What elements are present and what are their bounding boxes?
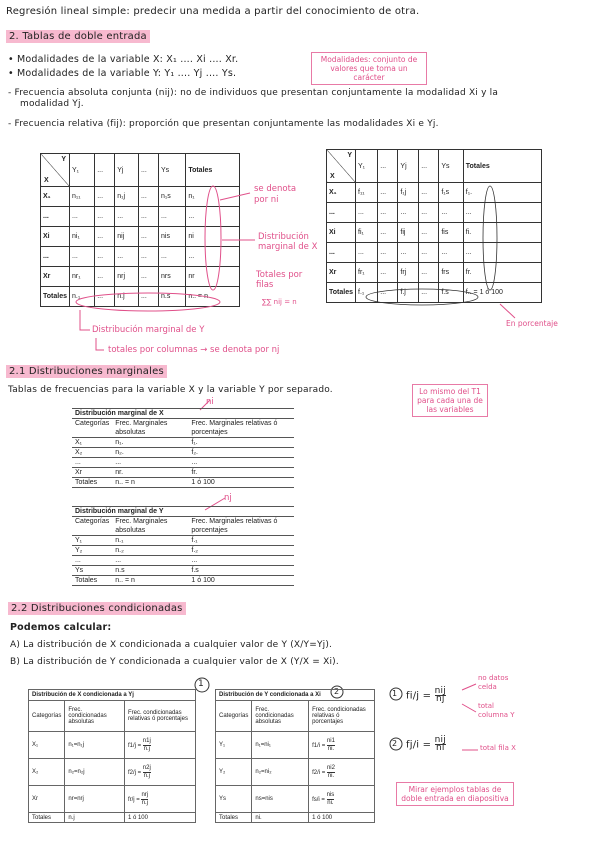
category-cell: Y₁ xyxy=(216,732,252,759)
table-row xyxy=(216,732,375,759)
value-cell: fr. xyxy=(188,468,294,478)
category-cell: X₂ xyxy=(29,759,65,786)
section-2-2-title: 2.2 Distribuciones condicionadas xyxy=(8,603,186,614)
bullet-frec-absoluta: - Frecuencia absoluta conjunta (nij): no de individuos que presentan conjuntamente la modalidad Xi y la xyxy=(8,88,499,98)
value-cell: ... xyxy=(378,283,398,303)
fraction-num: ni1 xyxy=(326,737,335,744)
value-cell: n₁j xyxy=(115,187,139,207)
row-label-cell: ... xyxy=(327,243,356,263)
row-label-cell: Xi xyxy=(327,223,356,243)
corner-x-label: X xyxy=(330,173,335,180)
value-cell: ... xyxy=(159,207,186,227)
header-cell: Categorías xyxy=(29,701,65,732)
value-cell: ... xyxy=(95,267,115,287)
ellipse-totales-columnas xyxy=(76,293,220,311)
corner-y-label: Y xyxy=(61,156,66,163)
totals-cell: Totales xyxy=(216,813,252,823)
fraction-den: ni. xyxy=(327,772,335,779)
fraction-num: nis xyxy=(326,791,335,798)
header-cell: Totales xyxy=(463,150,541,183)
value-cell: ... xyxy=(72,458,112,468)
section-2-1-title: 2.1 Distribuciones marginales xyxy=(6,366,167,377)
header-cell: Y₁ xyxy=(356,150,378,183)
value-cell: 1 ó 100 xyxy=(188,478,294,488)
abs-freq-cell: n₁=ni₁ xyxy=(252,732,309,759)
row-label-cell: Totales xyxy=(327,283,356,303)
annotation-denota-ni: se denota por ni xyxy=(254,184,297,205)
table-title: Distribución marginal de X xyxy=(72,409,294,419)
value-cell: f.₂ xyxy=(188,546,294,556)
table-title: Distribución marginal de Y xyxy=(72,507,294,517)
value-cell: f.s xyxy=(188,566,294,576)
table-title: Distribución de X condicionada a Yj xyxy=(29,690,196,701)
rel-freq-label: f1/j = xyxy=(127,742,143,749)
value-cell: ... xyxy=(419,203,439,223)
value-cell: n.₁ xyxy=(112,536,188,546)
rel-freq-label: fr/j = xyxy=(127,796,142,803)
value-cell: ... xyxy=(378,183,398,203)
value-cell: f₂. xyxy=(188,448,294,458)
value-cell: ... xyxy=(356,203,378,223)
value-cell: f₁. xyxy=(463,183,541,203)
note-modalidades: Modalidades: conjunto de valores que toma un carácter xyxy=(311,52,427,85)
rel-freq-cell xyxy=(309,786,375,813)
value-cell: ... xyxy=(138,187,158,207)
annotation-ni: ni xyxy=(206,397,214,407)
header-cell: Frec. condicionadas relativas ó porcentajes xyxy=(124,701,195,732)
table-row xyxy=(72,536,294,546)
intro-line: Regresión lineal simple: predecir una medida a partir del conocimiento de otra. xyxy=(6,6,420,17)
fraction-num: n2j xyxy=(142,764,151,771)
row-label-cell: X₁ xyxy=(41,187,70,207)
row-label-cell: ... xyxy=(327,203,356,223)
bullet-frec-relativa: - Frecuencia relativa (fij): proporción que presentan conjuntamente las modalidades Xi e Yj. xyxy=(8,119,439,129)
value-cell: ... xyxy=(72,556,112,566)
annotation-total-columna: total columna Y xyxy=(478,702,515,719)
value-cell: fi₁ xyxy=(356,223,378,243)
table-row xyxy=(72,438,294,448)
value-cell: f₁. xyxy=(188,438,294,448)
rel-freq-label: f2/j = xyxy=(127,769,143,776)
row-label-cell: Xr xyxy=(41,267,70,287)
value-cell: n.. = n xyxy=(112,478,188,488)
abs-freq-cell: n₂=n₂j xyxy=(65,759,125,786)
header-cell: Frec. condicionadas relativas ó porcentajes xyxy=(309,701,375,732)
table-row xyxy=(72,546,294,556)
value-cell: 1 ó 100 xyxy=(188,576,294,586)
value-cell: Y₁ xyxy=(72,536,112,546)
category-cell: Ys xyxy=(216,786,252,813)
table-title-row xyxy=(29,690,196,701)
value-cell: ... xyxy=(356,243,378,263)
table-title-row xyxy=(72,507,294,517)
value-cell: ... xyxy=(95,287,115,307)
header-cell: ... xyxy=(95,154,115,187)
value-cell: ... xyxy=(419,223,439,243)
podemos-calcular: Podemos calcular: xyxy=(10,622,112,633)
value-cell: nr₁ xyxy=(70,267,95,287)
header-cell: Frec. Marginales absolutas xyxy=(112,517,188,536)
table-row xyxy=(29,786,196,813)
item-a: A) La distribución de X condicionada a cualquier valor de Y (X/Y=Yj). xyxy=(10,640,333,650)
rel-freq-fraction xyxy=(141,792,148,807)
row-label-cell: ... xyxy=(41,247,70,267)
value-cell: n.. = n xyxy=(112,576,188,586)
value-cell: nr xyxy=(186,267,240,287)
value-cell: n.₂ xyxy=(112,546,188,556)
header-cell: Frec. condicionadas absolutas xyxy=(65,701,125,732)
value-cell: ... xyxy=(419,283,439,303)
row-label-cell: ... xyxy=(41,207,70,227)
table-header-row xyxy=(216,701,375,732)
rel-freq-fraction xyxy=(327,765,335,780)
table-row xyxy=(72,556,294,566)
table-title-row xyxy=(216,690,375,701)
rel-freq-cell xyxy=(124,786,195,813)
value-cell: ... xyxy=(138,247,158,267)
ellipse-t2-columnas xyxy=(366,289,478,305)
value-cell: X₂ xyxy=(72,448,112,458)
value-cell: ... xyxy=(398,243,419,263)
value-cell: ... xyxy=(138,227,158,247)
value-cell: n.₁ xyxy=(70,287,95,307)
header-cell: Ys xyxy=(159,154,186,187)
header-cell: Frec. condicionadas absolutas xyxy=(252,701,309,732)
formula-fji: fj/i = $\frac{\text{nij}}{ni}$ xyxy=(406,735,446,753)
value-cell: ... xyxy=(95,227,115,247)
totals-cell: 1 ó 100 xyxy=(309,813,375,823)
row-label-cell: X₁ xyxy=(327,183,356,203)
value-cell: ... xyxy=(70,247,95,267)
value-cell: f.₁ xyxy=(356,283,378,303)
table-row xyxy=(72,468,294,478)
row-label-cell: Xr xyxy=(327,263,356,283)
value-cell: ... xyxy=(378,243,398,263)
table-header-row xyxy=(29,701,196,732)
value-cell: Y₂ xyxy=(72,546,112,556)
value-cell: n.. = n xyxy=(186,287,240,307)
corner-x-label: X xyxy=(44,177,49,184)
category-cell: Xr xyxy=(29,786,65,813)
value-cell: f.s xyxy=(439,283,463,303)
rel-freq-cell xyxy=(309,732,375,759)
section-2-1-desc: Tablas de frecuencias para la variable X y la variable Y por separado. xyxy=(8,385,333,395)
value-cell: n.j xyxy=(115,287,139,307)
value-cell: fi. xyxy=(463,223,541,243)
value-cell: f.j xyxy=(398,283,419,303)
table-marginal-x xyxy=(72,408,294,488)
table-condicionada-y xyxy=(215,689,375,823)
value-cell: ... xyxy=(115,247,139,267)
header-cell: ... xyxy=(138,154,158,187)
value-cell: n₁. xyxy=(112,438,188,448)
header-cell: Yj xyxy=(398,150,419,183)
annotation-dist-marginal-y: Distribución marginal de Y xyxy=(92,325,205,335)
value-cell: Totales xyxy=(72,576,112,586)
totals-cell: ni. xyxy=(252,813,309,823)
formula-1-marker: 1 xyxy=(392,689,398,698)
annotation-total-fila: total fila X xyxy=(480,744,516,752)
annotation-totales-filas: Totales por filas xyxy=(256,270,303,290)
rel-freq-fraction xyxy=(143,738,151,753)
value-cell: ... xyxy=(186,247,240,267)
annotation-porcentaje: En porcentaje xyxy=(506,319,558,328)
table-header-row xyxy=(72,419,294,438)
value-cell: ... xyxy=(138,207,158,227)
value-cell: fr₁ xyxy=(356,263,378,283)
header-cell: Categorías xyxy=(72,517,112,536)
table-row xyxy=(216,759,375,786)
formula-fij: fi/j = $\frac{\text{nij}}{nj}$ xyxy=(406,686,446,704)
abs-freq-cell: ns=nis xyxy=(252,786,309,813)
header-cell: Categorías xyxy=(72,419,112,438)
header-cell: Yj xyxy=(115,154,139,187)
value-cell: ... xyxy=(188,458,294,468)
value-cell: nr. xyxy=(112,468,188,478)
row-label-cell: Totales xyxy=(41,287,70,307)
item-b: B) La distribución de Y condicionada a cualquier valor de X (Y/X = Xi). xyxy=(10,657,339,667)
value-cell: f.. = 1 ó 100 xyxy=(463,283,541,303)
ellipse-t2-filas xyxy=(483,186,497,290)
fraction-num: n1j xyxy=(142,737,151,744)
note-lo-mismo: Lo mismo del T1 para cada una de las variables xyxy=(412,384,488,417)
value-cell: n.s xyxy=(112,566,188,576)
value-cell: nrs xyxy=(159,267,186,287)
table-row xyxy=(72,478,294,488)
value-cell: ... xyxy=(398,203,419,223)
value-cell: fr. xyxy=(463,263,541,283)
totals-row xyxy=(29,813,196,823)
table-title-row xyxy=(72,409,294,419)
value-cell: n₂. xyxy=(112,448,188,458)
corner-y-label: Y xyxy=(347,152,352,159)
bullet-frec-absoluta-cont: modalidad Yj. xyxy=(20,99,84,109)
table-marginal-y xyxy=(72,506,294,586)
table-title: Distribución de Y condicionada a Xi xyxy=(216,690,375,701)
rel-freq-label: f2/i = xyxy=(312,769,327,776)
header-cell: ... xyxy=(378,150,398,183)
value-cell: ... xyxy=(463,203,541,223)
annotation-dist-marginal-x: Distribución marginal de X xyxy=(258,232,318,252)
value-cell: X₁ xyxy=(72,438,112,448)
totals-cell: n.j xyxy=(65,813,125,823)
row-label-cell: Xi xyxy=(41,227,70,247)
value-cell: f₁s xyxy=(439,183,463,203)
category-cell: Y₂ xyxy=(216,759,252,786)
value-cell: ... xyxy=(138,287,158,307)
value-cell: ... xyxy=(419,263,439,283)
header-cell: Categorías xyxy=(216,701,252,732)
table-row xyxy=(72,448,294,458)
value-cell: ni₁ xyxy=(70,227,95,247)
table-row xyxy=(29,732,196,759)
abs-freq-cell: nr=nrj xyxy=(65,786,125,813)
header-cell: ... xyxy=(419,150,439,183)
table-row xyxy=(29,759,196,786)
annotation-sum: ∑∑ nij = n xyxy=(262,298,297,306)
annotation-nj: nj xyxy=(224,493,232,503)
fraction-den: ni. xyxy=(327,745,335,752)
value-cell: ... xyxy=(439,243,463,263)
value-cell: ... xyxy=(138,267,158,287)
rel-freq-cell xyxy=(309,759,375,786)
value-cell: ... xyxy=(378,263,398,283)
rel-freq-cell xyxy=(124,759,195,786)
fraction-den: n.j xyxy=(141,799,148,806)
rel-freq-label: f1/i = xyxy=(312,742,327,749)
value-cell: n₁s xyxy=(159,187,186,207)
value-cell: ... xyxy=(419,243,439,263)
value-cell: ... xyxy=(378,203,398,223)
value-cell: Xr xyxy=(72,468,112,478)
marker-2: 2 xyxy=(334,687,340,696)
value-cell: ... xyxy=(95,207,115,227)
fraction-den: ni. xyxy=(327,799,334,806)
value-cell: ... xyxy=(378,223,398,243)
value-cell: ... xyxy=(186,207,240,227)
value-cell: ... xyxy=(95,187,115,207)
value-cell: f.₁ xyxy=(188,536,294,546)
ellipse-totales-filas xyxy=(205,186,221,290)
note-mirar-ejemplos: Mirar ejemplos tablas de doble entrada en diapositiva xyxy=(396,782,514,806)
value-cell: ... xyxy=(115,207,139,227)
value-cell: ... xyxy=(159,247,186,267)
value-cell: ... xyxy=(463,243,541,263)
value-cell: Totales xyxy=(72,478,112,488)
value-cell: frs xyxy=(439,263,463,283)
rel-freq-fraction xyxy=(143,765,151,780)
fraction-num: ni2 xyxy=(326,764,335,771)
fraction-num: nrj xyxy=(141,791,149,798)
bullet-modalidades-y: • Modalidades de la variable Y: Y₁ .... Yj .... Ys. xyxy=(8,68,237,79)
table-row xyxy=(216,786,375,813)
formula-2-marker: 2 xyxy=(392,739,398,748)
value-cell: ... xyxy=(95,247,115,267)
value-cell: f₁j xyxy=(398,183,419,203)
value-cell: Ys xyxy=(72,566,112,576)
bullet-modalidades-x: • Modalidades de la variable X: X₁ .... Xi .... Xr. xyxy=(8,54,239,65)
table-row xyxy=(72,576,294,586)
table-condicionada-x xyxy=(28,689,196,823)
table-row xyxy=(72,458,294,468)
rel-freq-cell xyxy=(124,732,195,759)
abs-freq-cell: n₁=n₁j xyxy=(65,732,125,759)
rel-freq-fraction xyxy=(327,792,335,807)
value-cell: ... xyxy=(439,203,463,223)
value-cell: f₁₁ xyxy=(356,183,378,203)
annotation-no-datos: no datos celda xyxy=(478,674,509,691)
rel-freq-fraction xyxy=(327,738,335,753)
category-cell: X₁ xyxy=(29,732,65,759)
value-cell: n.s xyxy=(159,287,186,307)
value-cell: ... xyxy=(112,556,188,566)
totals-cell: 1 ó 100 xyxy=(124,813,195,823)
fraction-den: n.j xyxy=(143,745,150,752)
header-cell: Y₁ xyxy=(70,154,95,187)
value-cell: ... xyxy=(188,556,294,566)
value-cell: n₁₁ xyxy=(70,187,95,207)
value-cell: ... xyxy=(70,207,95,227)
totals-cell: Totales xyxy=(29,813,65,823)
fraction-den: n.j xyxy=(143,772,150,779)
table-header-row xyxy=(72,517,294,536)
totals-row xyxy=(216,813,375,823)
value-cell: nij xyxy=(115,227,139,247)
value-cell: ni xyxy=(186,227,240,247)
header-cell: Frec. Marginales absolutas xyxy=(112,419,188,438)
value-cell: ... xyxy=(419,183,439,203)
marker-1: 1 xyxy=(198,679,204,689)
abs-freq-cell: n₂=ni₂ xyxy=(252,759,309,786)
value-cell: nis xyxy=(159,227,186,247)
header-cell: Frec. Marginales relativas ó porcentajes xyxy=(188,517,294,536)
value-cell: ... xyxy=(112,458,188,468)
value-cell: nrj xyxy=(115,267,139,287)
section-2-title: 2. Tablas de doble entrada xyxy=(6,31,150,42)
table-row xyxy=(72,566,294,576)
rel-freq-label: fs/i = xyxy=(312,796,327,803)
header-cell: Totales xyxy=(186,154,240,187)
header-cell: Ys xyxy=(439,150,463,183)
annotation-totales-columnas: totales por columnas → se denota por nj xyxy=(108,345,280,355)
value-cell: fis xyxy=(439,223,463,243)
value-cell: fij xyxy=(398,223,419,243)
value-cell: frj xyxy=(398,263,419,283)
value-cell: n₁ xyxy=(186,187,240,207)
header-cell: Frec. Marginales relativas ó porcentajes xyxy=(188,419,294,438)
